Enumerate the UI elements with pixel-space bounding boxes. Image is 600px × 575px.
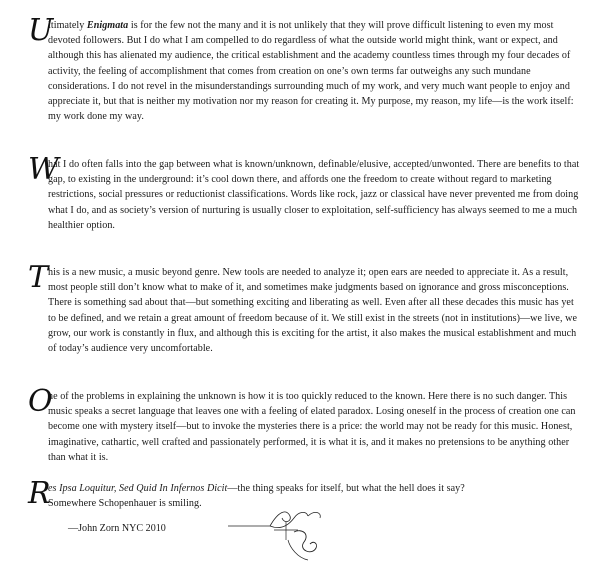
dropcap-t: T (28, 260, 49, 295)
signature: —John Zorn NYC 2010 (68, 523, 166, 534)
dropcap-r: R (28, 476, 51, 511)
dropcap-o: O (28, 384, 53, 419)
paragraph-1: U ltimately Enigmata is for the few not the many and it is not unlikely that they will prove difficult listening to even my most devoted followers. But I do what I am compelled to do regardless of what the outside world might think, want or expect, and although this has alienated my audience, the critical establishment and the academy countless times through my four decades of activity, the feeling of accomplishment that comes from creation on one’s own terms far outweighs any such mundane considerations. I do not revel in the misunderstandings surrounding much of my work, and very much want people to enjoy and appreciate it, but that is neither my motivation nor my reason for creating it. My purpose, my reason, my life—is the work itself: my work done my way. (28, 13, 574, 123)
flourish-ornament-icon (228, 506, 338, 564)
paragraph-3: T his is a new music, a music beyond genre. New tools are needed to analyze it; open ears are needed to appreciate it. As a result, most people still don’t know what to make of it, and sometimes make judgments based on ignorance and gross misconceptions. There is something sad about that—but something exciting and liberating as well. Even after all these decades this music has yet to be defined, and we retain a great amount of freedom because of it. We still exist in the streets (not in institutions)—we live, we grow, our work is constantly in flux, and although this is exciting for the artist, it also makes the musical establishment and much of today’s audience very uncomfortable. (28, 260, 577, 355)
paragraph-5: R es Ipsa Loquitur, Sed Quid In Infernos Dicit—the thing speaks for itself, but what the hell does it say? Somewhere Schopenhauer is smiling. (28, 476, 465, 511)
dropcap-w: W (28, 152, 59, 187)
album-title: Enigmata (86, 20, 129, 31)
latin-phrase: es Ipsa Loquitur, Sed Quid In Infernos Dicit (48, 483, 228, 494)
paragraph-2: W hat I do often falls into the gap between what is known/unknown, definable/elusive, accepted/unwonted. There are benefits to that gap, to existing in the underground: it’s cool down there, and affords one the freedom to create without regard to marketing restrictions, social pressures or reductionist classifications. Words like rock, jazz or classical have never prevented me from doing what I do, and as society’s version of nurturing is usually closer to exploitation, self-sufficiency has always seemed to me a much healthier option. (28, 152, 580, 231)
paragraph-4: O ne of the problems in explaining the unknown is how it is too quickly reduced to the known. Here there is no such danger. This music speaks a secret language that leaves one with a feeling of elated paradox. Losing oneself in the process of creation one can become one with mystery itself—but to invoke the mysteries there is a price: the world may not be ready for this music. Honest, imaginative, cathartic, well crafted and passionately performed, it is what it is, and it makes no pretensions to be anything other than what it is. (28, 384, 576, 463)
dropcap-u: U (28, 13, 54, 48)
